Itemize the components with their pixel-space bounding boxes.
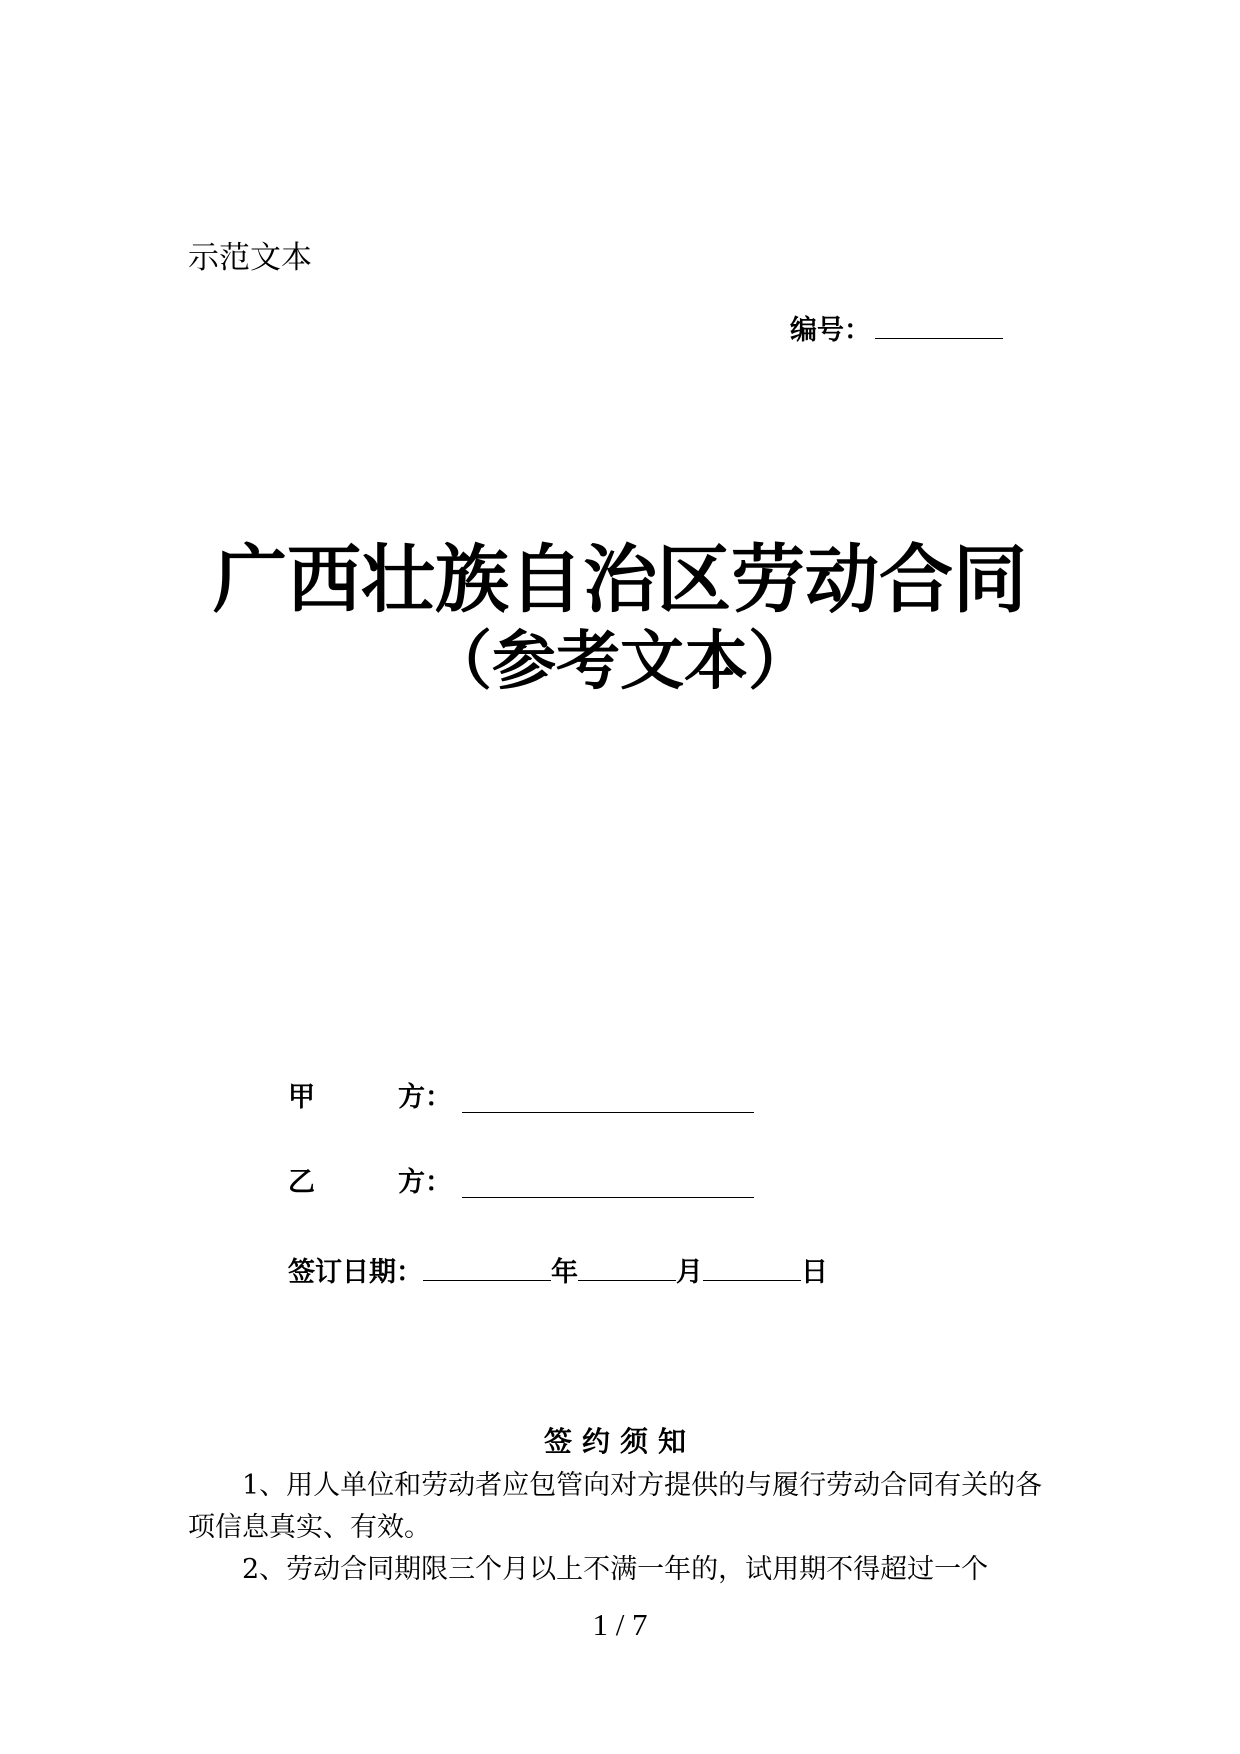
notice-item: 1、用人单位和劳动者应包管向对方提供的与履行劳动合同有关的各项信息真实、有效。 xyxy=(188,1470,1043,1543)
sign-day-label: 日 xyxy=(801,1257,828,1288)
sign-year-label: 年 xyxy=(551,1257,578,1288)
sign-month-label: 月 xyxy=(676,1257,703,1288)
document-title: 广西壮族自治区劳动合同 xyxy=(213,537,1027,623)
party-a-blank[interactable] xyxy=(462,1112,754,1113)
notice-heading: 签约须知 xyxy=(543,1425,696,1458)
document-number-label: 编号： xyxy=(790,315,871,346)
sign-month-blank[interactable] xyxy=(578,1250,676,1281)
party-a-label-first: 甲 xyxy=(288,1082,315,1113)
sign-date-row xyxy=(288,1250,828,1291)
party-a-label-second: 方： xyxy=(398,1082,452,1113)
document-number-field xyxy=(790,310,1003,349)
party-b-label-second: 方： xyxy=(398,1167,452,1198)
sign-date-label: 签订日期： xyxy=(288,1257,423,1288)
document-subtitle: （参考文本） xyxy=(428,625,812,699)
sign-day-blank[interactable] xyxy=(703,1250,801,1281)
sample-text-label: 示范文本 xyxy=(188,240,312,276)
document-number-blank[interactable] xyxy=(875,310,1003,339)
notice-body xyxy=(188,1465,1058,1591)
sign-year-blank[interactable] xyxy=(423,1250,551,1281)
notice-item: 2、劳动合同期限三个月以上不满一年的，试用期不得超过一个 xyxy=(242,1554,989,1585)
party-b-blank[interactable] xyxy=(462,1197,754,1198)
party-b-label-first: 乙 xyxy=(288,1167,315,1198)
page-indicator: 1 / 7 xyxy=(592,1607,648,1642)
